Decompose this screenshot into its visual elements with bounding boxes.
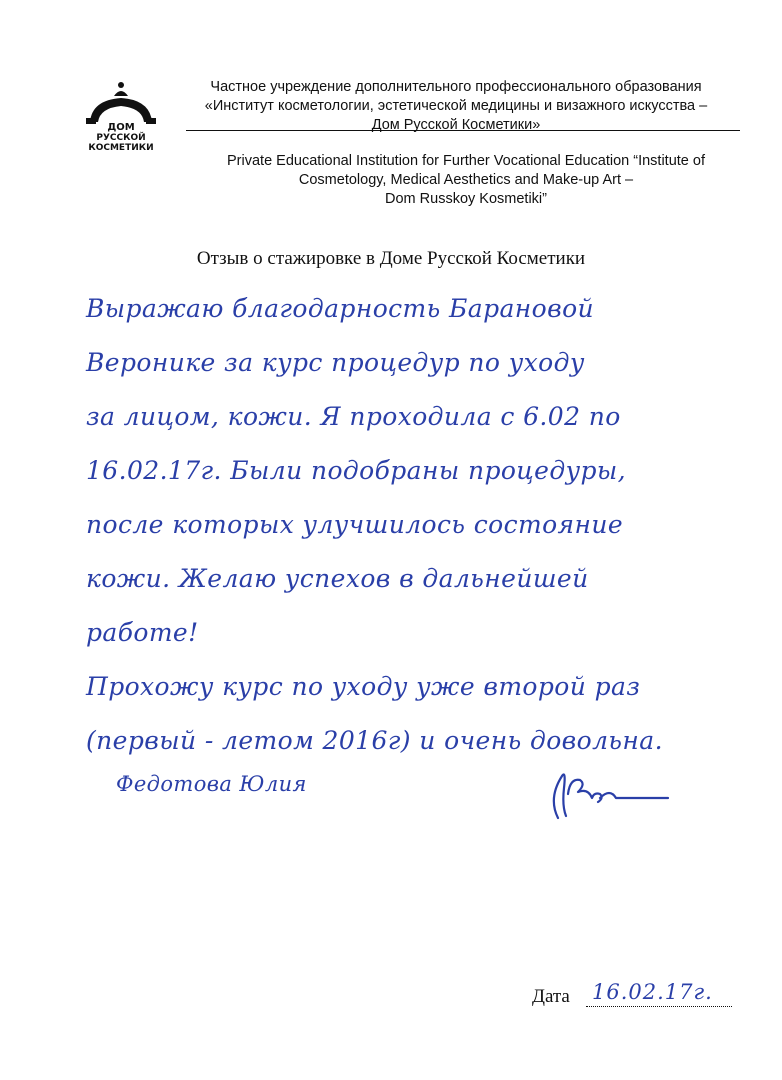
header-divider (186, 130, 740, 131)
date-label: Дата (532, 986, 570, 1007)
date-value: 16.02.17г. (592, 980, 713, 1004)
header-english (186, 152, 746, 209)
handwritten-review (86, 282, 726, 768)
header-ru-line: Дом Русской Косметики» (371, 117, 541, 133)
review-line: 16.02.17г. Были подобраны процедуры, (86, 456, 626, 485)
crown-logo-icon (78, 78, 164, 158)
signature-icon (540, 758, 670, 828)
institution-logo (78, 78, 164, 158)
review-line: после которых улучшилось состояние (86, 510, 624, 539)
review-line: Веронике за курс процедур по уходу (86, 348, 585, 377)
header-ru-line: Частное учреждение дополнительного профессионального образования (210, 79, 702, 95)
review-line: за лицом, кожи. Я проходила с 6.02 по (86, 402, 621, 431)
logo-line1: ДОМ (107, 122, 135, 133)
signer-name: Федотова Юлия (116, 772, 307, 796)
document-title: Отзыв о стажировке в Доме Русской Косметики (196, 248, 586, 269)
header-en-line: Private Educational Institution for Further Vocational Education “Institute of (227, 153, 705, 169)
header-russian (186, 78, 726, 135)
header-en-line: Cosmetology, Medical Aesthetics and Make-up Art – (298, 172, 634, 188)
logo-line2: РУССКОЙ (96, 133, 146, 143)
header-ru-line: «Институт косметологии, эстетической медицины и визажного искусства – (204, 98, 708, 114)
date-underline (586, 1006, 732, 1007)
logo-line3: КОСМЕТИКИ (88, 143, 154, 153)
review-line: кожи. Желаю успехов в дальнейшей (86, 564, 589, 593)
review-line: (первый - летом 2016г) и очень довольна. (86, 726, 663, 755)
handwritten-signature (540, 758, 670, 828)
review-line: работе! (86, 618, 199, 647)
review-line: Выражаю благодарность Барановой (86, 294, 595, 323)
header-en-line: Dom Russkoy Kosmetiki” (385, 191, 547, 207)
review-line: Прохожу курс по уходу уже второй раз (86, 672, 641, 701)
date-block (532, 980, 732, 1010)
